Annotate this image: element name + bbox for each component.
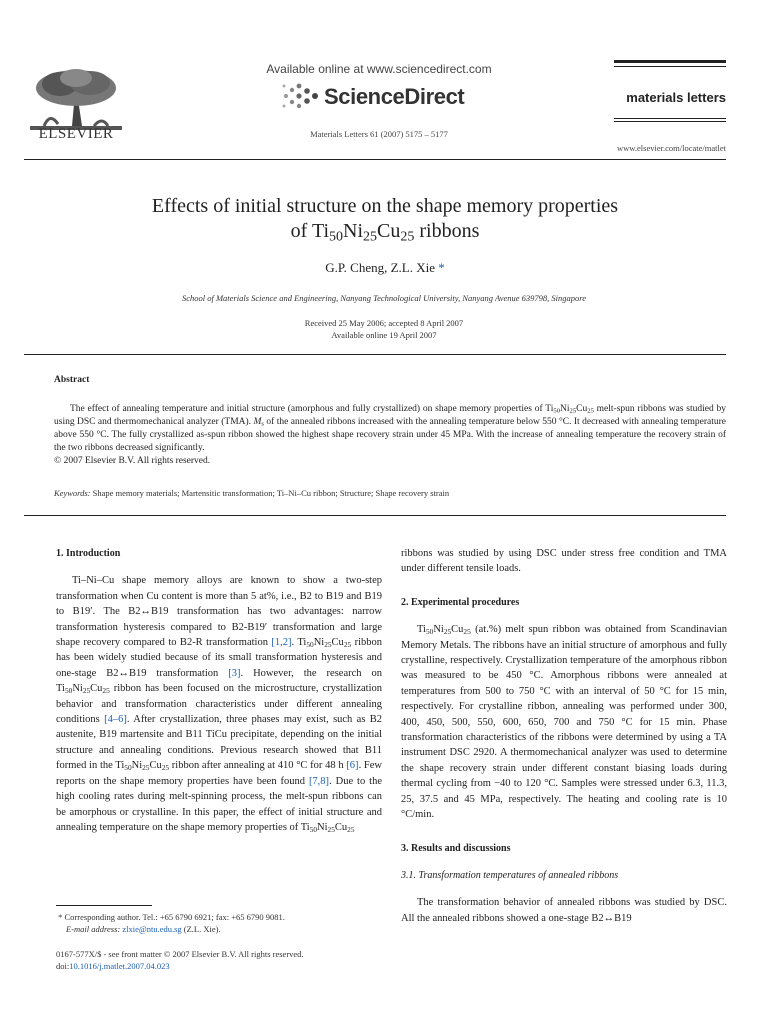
abstract-heading: Abstract (54, 375, 90, 385)
sciencedirect-wordmark: ScienceDirect (324, 84, 465, 109)
results-paragraph: The transformation behavior of annealed ribbons was studied by DSC. All the annealed ribbons showed a one-stage B2↔B19 (401, 897, 727, 924)
citation-link[interactable]: [6] (346, 760, 359, 772)
online-date: Available online 19 April 2007 (331, 330, 437, 340)
article-dates (200, 317, 568, 341)
header-rule-thick (614, 60, 726, 63)
abstract-body (54, 403, 726, 468)
journal-url-link[interactable]: www.elsevier.com/locate/matlet (617, 143, 726, 153)
email-line: E-mail address: zlxie@ntu.edu.sg (Z.L. Xie). (66, 924, 221, 934)
footnote (56, 911, 382, 935)
intro-paragraph-continued: ribbons was studied by using DSC under stress free condition and TMA under different tensile loads. (401, 548, 727, 575)
keywords (54, 488, 726, 498)
header-rule-thin (614, 66, 726, 67)
title-line-2: of $Ti_{50}Ni_{25}Cu_{25}$ ribbons (290, 220, 480, 245)
article-title (60, 194, 710, 244)
received-date: Received 25 May 2006; accepted 8 April 2007 (304, 318, 464, 328)
citation-link[interactable]: [4–6] (104, 714, 127, 726)
footnote-rule (56, 905, 152, 906)
keywords-list: Shape memory materials; Martensitic transformation; Ti–Ni–Cu ribbon; Structure; Shape recovery strain (92, 488, 450, 498)
citation-link[interactable]: [3] (228, 667, 241, 679)
abstract-copyright: © 2007 Elsevier B.V. All rights reserved. (54, 456, 211, 466)
front-matter (56, 948, 382, 972)
citation-link[interactable]: [7,8] (308, 775, 330, 787)
results-heading: 3. Results and discussions (401, 842, 511, 854)
experimental-paragraph: $Ti_{50}Ni_{25}Cu_{25}$ (at.%) melt spun ribbon was obtained from Scandinavian Memory Metals. The ribbons have an initial structure of amorphous and fully crystalline, respectively. Crystallization temperature of the amorphous ribbon was measured to be 450 °C. Amorphous ribbons were annealed at temperatures from 500 to 750 °C with an interval of 50 °C for 15 min, respectively. For crystalline ribbon, annealing was performed under 300, 400, 450, 500, 550, 600, 650, 700 and 750 °C for 15 min. Phase transformation characteristics of the ribbons were determined by using a TA instrument DSC 2920. A thermomechanical analyzer was used to determine the shape recovery strain under different constant biasing loads during thermal cycling from −40 to 120 °C. Samples were stressed under 6.3, 11.3, 25, 37.5 and 45 MPa, respectively. The heating and cooling rate is 10 °C/min. (401, 624, 727, 821)
corresponding-author-note: * Corresponding author. Tel.: +65 6790 6921; fax: +65 6790 9081. (56, 912, 285, 922)
abstract-rule-top (24, 354, 726, 355)
authors-text: G.P. Cheng, Z.L. Xie (325, 260, 436, 275)
intro-heading: 1. Introduction (56, 548, 121, 559)
author-list (60, 260, 710, 276)
citation-link[interactable]: [1,2] (271, 637, 292, 649)
publisher-name: ELSEVIER (38, 126, 114, 142)
doi-link[interactable]: 10.1016/j.matlet.2007.04.023 (69, 961, 170, 971)
experimental-heading: 2. Experimental procedures (401, 596, 520, 608)
intro-paragraph: Ti–Ni–Cu shape memory alloys are known to show a two-step transformation when Cu content is more than 5 at%, i.e., B2 to B19 and B19 to B19′. The B2↔B19 transformation has two advantages: narrow transformation hysteresis compared to B2-B19′ transformation and large shape recovery compared to B2-R transformation [1,2]. $Ti_{50}Ni_{25}Cu_{25}$ ribbon has been widely studied because of its small transformation hysteresis and one-stage B2↔B19 transformation [3]. However, the research on $Ti_{50}Ni_{25}Cu_{25}$ ribbon has been focused on the microstructure, crystallization behavior and transformation characteristics under different annealing conditions [4–6]. After crystallization, three phases may exist, such as B2 austenite, B19 martensite and B11 TiCu precipitate, depending on the initial structure and annealing conditions. Previous research showed that B11 formed in the $Ti_{50}Ni_{25}Cu_{25}$ ribbon after annealing at 410 °C for 48 h [6]. Few reports on the shape memory properties have been found [7,8]. Due to the high cooling rates during melt-spinning process, the melt-spun ribbons can be amorphous or crystalline. In this paper, the effect of initial structure and annealing temperature on the shape memory properties of $Ti_{50}Ni_{25}Cu_{25}$ (56, 575, 383, 834)
abstract-rule-bottom (24, 515, 726, 516)
right-column (401, 546, 727, 926)
available-online-text: Available online at www.sciencedirect.com (266, 62, 492, 76)
header-rule-thin (614, 118, 726, 119)
journal-reference: Materials Letters 61 (2007) 5175 – 5177 (310, 129, 448, 139)
abstract-text: The effect of annealing temperature and initial structure (amorphous and fully crystallized) on shape memory properties of $Ti_{50}Ni_{25}Cu_{25}$ melt-spun ribbons was studied by using DSC and thermomechanical analyzer (TMA). $M_s$ of the annealed ribbons increased with the annealing temperature below 550 °C. It decreased with annealing temperature above 550 °C. The fully crystallized as-spun ribbon showed the highest shape recovery strain under 45 MPa. With the increase of annealing temperature the recovery strain of the two ribbons decreased significantly. (54, 404, 726, 453)
issn-line: 0167-577X/$ - see front matter © 2007 Elsevier B.V. All rights reserved. (56, 949, 304, 959)
title-line-1: Effects of initial structure on the shape memory properties (151, 195, 619, 217)
sciencedirect-dots-icon (280, 82, 322, 110)
email-link[interactable]: zlxie@ntu.edu.sg (122, 924, 182, 934)
header-divider (24, 159, 726, 160)
affiliation: School of Materials Science and Engineering, Nanyang Technological University, Nanyang Avenue 639798, Singapore (181, 293, 587, 303)
keywords-label: Keywords: (54, 488, 91, 498)
subsection-3-1-heading: 3.1. Transformation temperatures of annealed ribbons (401, 869, 619, 881)
header-rule-thin (614, 121, 726, 122)
doi-line: doi:10.1016/j.matlet.2007.04.023 (56, 961, 170, 971)
journal-name: materials letters (626, 90, 726, 105)
corresponding-author-marker[interactable]: * (438, 260, 445, 275)
left-column (56, 546, 382, 835)
